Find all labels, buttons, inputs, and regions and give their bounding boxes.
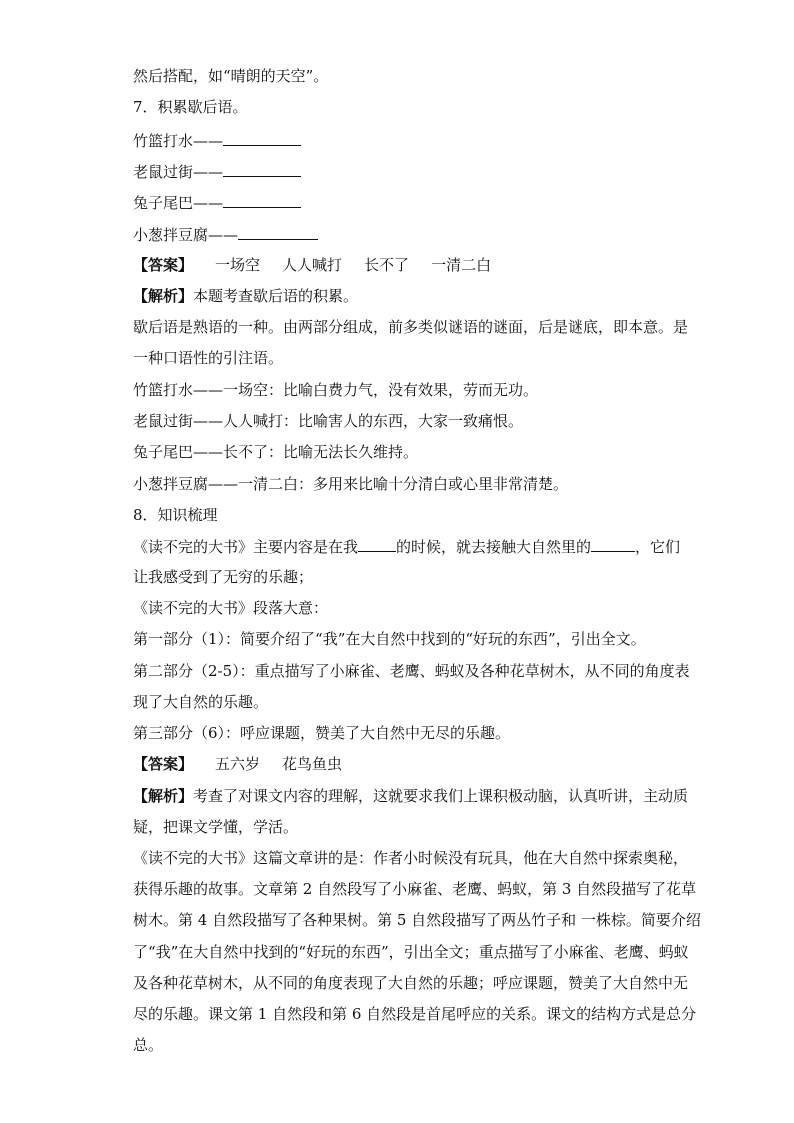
answer-blank[interactable] — [238, 224, 318, 240]
text-line: 第二部分（2-5）：重点描写了小麻雀、老鹰、蚂蚁及各种花草树木，从不同的角度表 — [133, 662, 690, 680]
text-line: 了“我”在大自然中找到的“好玩的东西”，引出全文；重点描写了小麻雀、老鹰、蚂蚁 — [133, 943, 689, 961]
text-line: 第三部分（6）：呼应课题，赞美了大自然中无尽的乐趣。 — [133, 724, 511, 742]
answer-line: 【答案】 一场空 人人喊打 长不了 一清二白 — [133, 256, 492, 274]
question-7-title: 7．积累歇后语。 — [133, 98, 248, 116]
text-line: 竹篮打水——一场空：比喻白费力气，没有效果，劳而无功。 — [133, 381, 539, 399]
idiom-item: 竹篮打水—— — [133, 130, 301, 151]
text-line: 老鼠过街——人人喊打：比喻害人的东西，大家一致痛恨。 — [133, 412, 524, 430]
text-line: 尽的乐趣。课文第 1 自然段和第 6 自然段是首尾呼应的关系。课文的结构方式是总分 — [133, 1005, 697, 1023]
answer-label: 【答案】 — [133, 256, 194, 274]
text-line: 总。 — [133, 1036, 164, 1054]
text-line: 《读不完的大书》段落大意： — [133, 599, 329, 617]
answer-line: 【答案】 五六岁 花鸟鱼虫 — [133, 755, 343, 773]
answer-blank[interactable] — [223, 130, 301, 146]
text-line: 获得乐趣的故事。文章第 2 自然段写了小麻雀、老鹰、蚂蚁，第 3 自然段描写了花草 — [133, 880, 697, 898]
analysis-line: 【解析】本题考查歇后语的积累。 — [133, 287, 359, 305]
analysis-label: 【解析】 — [133, 787, 194, 805]
idiom-item: 兔子尾巴—— — [133, 192, 301, 213]
idiom-item: 老鼠过街—— — [133, 161, 301, 182]
text-line: 歇后语是熟语的一种。由两部分组成，前多类似谜语的谜面，后是谜底，即本意。是 — [133, 318, 689, 336]
idiom-item: 小葱拌豆腐—— — [133, 224, 318, 245]
fill-in-line: 《读不完的大书》主要内容是在我 的时候，就去接触大自然里的 ，它们 — [133, 538, 681, 556]
answer-blank[interactable] — [358, 536, 396, 552]
analysis-line: 【解析】考查了对课文内容的理解，这就要求我们上课积极动脑，认真听讲，主动质 — [133, 787, 689, 805]
text-line: 兔子尾巴——长不了：比喻无法长久维持。 — [133, 443, 419, 461]
text-line: 让我感受到了无穷的乐趣； — [133, 568, 314, 586]
text-line: 第一部分（1）：简要介绍了“我”在大自然中找到的“好玩的东西”，引出全文。 — [133, 630, 646, 648]
text-line: 及各种花草树木，从不同的角度表现了大自然的乐趣；呼应课题，赞美了大自然中无 — [133, 974, 689, 992]
analysis-label: 【解析】 — [133, 287, 194, 305]
text-line: 疑，把课文学懂，学活。 — [133, 818, 299, 836]
text-line: 树木。第 4 自然段描写了各种果树。第 5 自然段描写了两丛竹子和 一株棕。简要介绍 — [133, 911, 701, 929]
answer-blank[interactable] — [591, 536, 635, 552]
text-line: 小葱拌豆腐——一清二白：多用来比喻十分清白或心里非常清楚。 — [133, 475, 569, 493]
text-line: 现了大自然的乐趣。 — [133, 693, 269, 711]
text-line: 《读不完的大书》这篇文章讲的是：作者小时候没有玩具，他在大自然中探索奥秘， — [133, 849, 689, 867]
answer-blank[interactable] — [223, 192, 301, 208]
answer-blank[interactable] — [223, 161, 301, 177]
text-line: 一种口语性的引注语。 — [133, 349, 284, 367]
text-line: 然后搭配，如“晴朗的天空”。 — [133, 67, 329, 85]
answer-label: 【答案】 — [133, 755, 194, 773]
question-8-title: 8．知识梳理 — [133, 506, 218, 524]
